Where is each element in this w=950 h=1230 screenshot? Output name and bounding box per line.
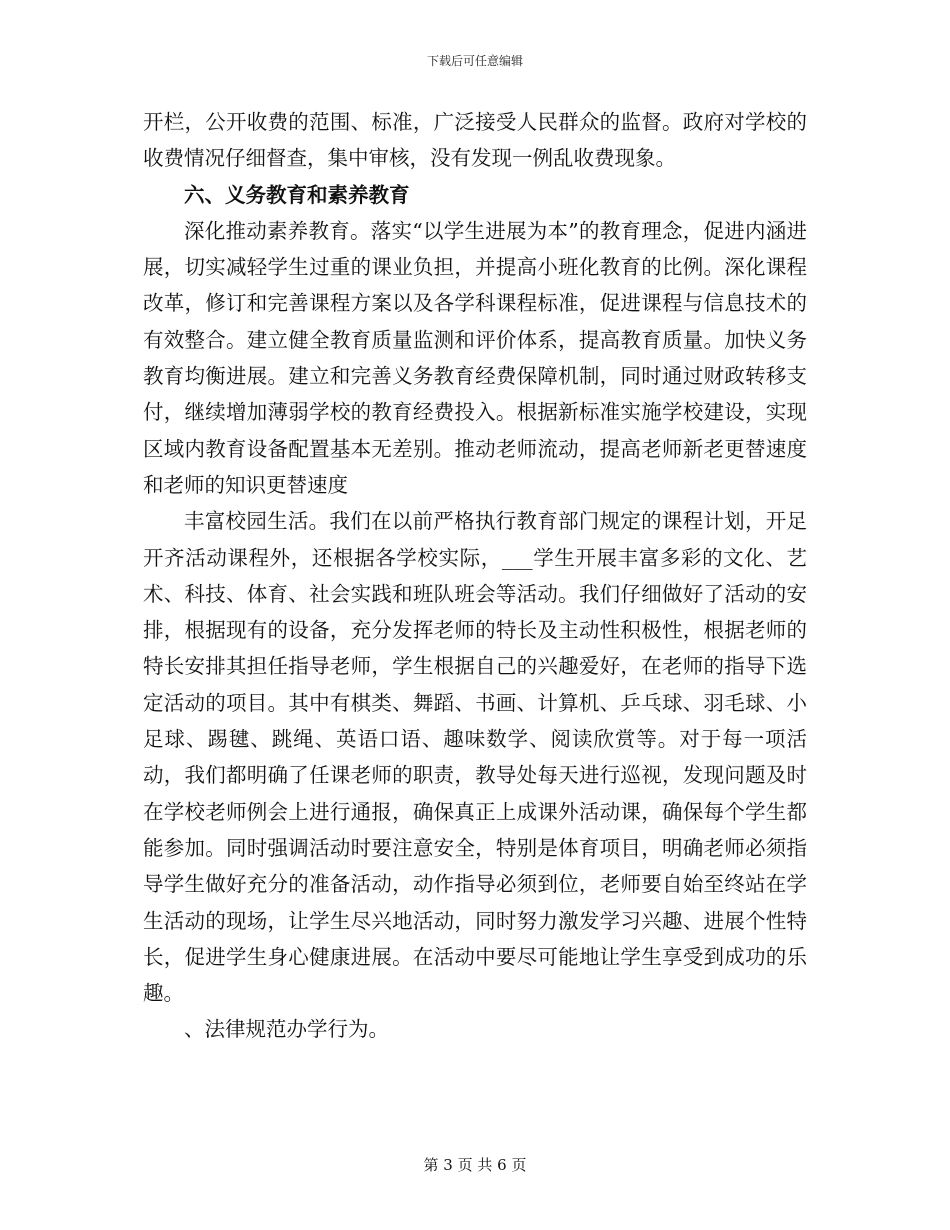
paragraph-campus-life: 丰富校园生活。我们在以前严格执行教育部门规定的课程计划，开足开齐活动课程外，还根据各学校实际，___学生开展丰富多彩的文化、艺术、科技、体育、社会实践和班队班会等活动。我们仔细做好了活动的安排，根据现有的设备，充分发挥老师的特长及主动性积极性，根据老师的特长安排其担任指导老师，学生根据自己的兴趣爱好，在老师的指导下选定活动的项目。其中有棋类、舞蹈、书画、计算机、乒乓球、羽毛球、小足球、踢毽、跳绳、英语口语、趣味数学、阅读欣赏等。对于每一项活动，我们都明确了任课老师的职责，教导处每天进行巡视，发现问题及时在学校老师例会上进行通报，确保真正上成课外活动课，确保每个学生都能参加。同时强调活动时要注意安全，特别是体育项目，明确老师必须指导学生做好充分的准备活动，动作指导必须到位，老师要自始至终站在学生活动的现场，让学生尽兴地活动，同时努力激发学习兴趣、进展个性特长，促进学生身心健康进展。在活动中要尽可能地让学生享受到成功的乐趣。 [143, 509, 807, 1006]
paragraph-quality-education: 深化推动素养教育。落实“以学生进展为本”的教育理念，促进内涵进展，切实减轻学生过重的课业负担，并提高小班化教育的比例。深化课程改革，修订和完善课程方案以及各学科课程标准，促进课程与信息技术的有效整合。建立健全教育质量监测和评价体系，提高教育质量。加快义务教育均衡进展。建立和完善义务教育经费保障机制，同时通过财政转移支付，继续增加薄弱学校的教育经费投入。根据新标准实施学校建设，实现区域内教育设备配置基本无差别。推动老师流动，提高老师新老更替速度和老师的知识更替速度 [143, 218, 807, 497]
body-text [143, 104, 807, 1048]
section-heading-compulsory-education: 六、义务教育和素养教育 [184, 182, 410, 207]
header-note: 下载后可任意编辑 [426, 54, 523, 68]
page-number: 第 3 页 共 6 页 [423, 1156, 527, 1174]
paragraph-fee-supervision: 开栏，公开收费的范围、标准，广泛接受人民群众的监督。政府对学校的收费情况仔细督查，集中审核，没有发现一例乱收费现象。 [143, 110, 807, 171]
paragraph-legal-regulation: 、法律规范办学行为。 [184, 1017, 389, 1042]
